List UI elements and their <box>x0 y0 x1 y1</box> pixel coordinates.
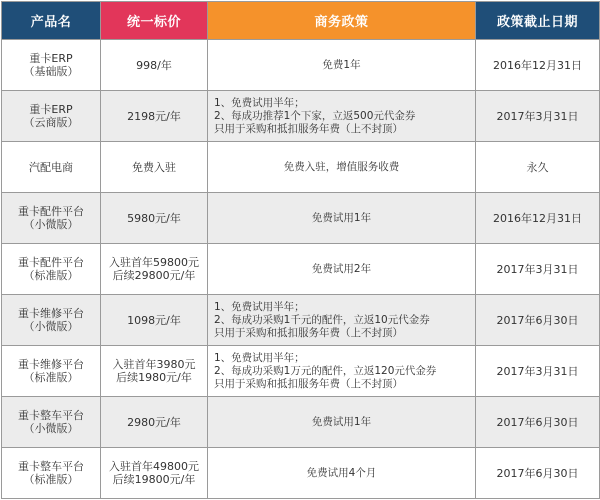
table-header <box>2 2 600 40</box>
unified-price-cell-line: 2198元/年 <box>127 109 181 123</box>
unified-price-cell <box>101 91 208 142</box>
unified-price-cell-line: 2980元/年 <box>127 415 181 429</box>
product-name-cell-line: 汽配电商 <box>29 160 73 174</box>
product-name-cell <box>2 346 101 397</box>
business-policy-cell-line: 2、每成功采购1千元的配件，立返10元代金券 <box>214 313 430 326</box>
product-name-cell-line: （标准版） <box>23 269 79 282</box>
business-policy-cell <box>208 295 476 346</box>
product-name-cell-line: 重卡整车平台 <box>18 409 84 422</box>
unified-price-cell <box>101 40 208 91</box>
product-name-cell <box>2 40 101 91</box>
unified-price-cell-line: 1098元/年 <box>127 313 181 327</box>
unified-price-cell-line: 免费入驻 <box>132 160 176 174</box>
product-name-cell <box>2 244 101 295</box>
table-row <box>2 346 600 397</box>
product-name-cell-line: （标准版） <box>23 473 79 486</box>
unified-price-cell <box>101 295 208 346</box>
unified-price-cell <box>101 244 208 295</box>
product-name-cell <box>2 193 101 244</box>
business-policy-cell-line: 只用于采购和抵扣服务年费（上不封顶） <box>214 122 403 135</box>
pricing-policy-table <box>1 1 600 499</box>
product-name-cell <box>2 91 101 142</box>
product-name-cell-line: 重卡整车平台 <box>18 460 84 473</box>
business-policy-cell-line: 免费试用1年 <box>311 211 372 224</box>
policy-deadline-cell: 2017年6月30日 <box>476 448 600 499</box>
policy-deadline-cell: 2017年3月31日 <box>476 346 600 397</box>
unified-price-cell-line: 后续19800元/年 <box>112 473 196 486</box>
business-policy-cell <box>208 448 476 499</box>
unified-price-cell-line: 后续29800元/年 <box>112 269 196 282</box>
business-policy-cell-line: 免费1年 <box>322 58 361 71</box>
policy-deadline-cell: 2016年12月31日 <box>476 40 600 91</box>
table-row <box>2 244 600 295</box>
table-row <box>2 40 600 91</box>
policy-deadline-cell: 2017年6月30日 <box>476 397 600 448</box>
business-policy-cell-line: 只用于采购和抵扣服务年费（上不封顶） <box>214 326 403 339</box>
business-policy-cell-line: 1、免费试用半年； <box>214 96 305 109</box>
policy-deadline-cell: 2017年6月30日 <box>476 295 600 346</box>
business-policy-cell <box>208 346 476 397</box>
header-product-name: 产品名 <box>2 2 101 40</box>
table-row <box>2 193 600 244</box>
product-name-cell-line: 重卡维修平台 <box>18 358 84 371</box>
business-policy-cell <box>208 193 476 244</box>
unified-price-cell <box>101 346 208 397</box>
table-row <box>2 91 600 142</box>
business-policy-cell <box>208 91 476 142</box>
product-name-cell-line: 重卡配件平台 <box>18 205 84 218</box>
product-name-cell <box>2 397 101 448</box>
product-name-cell-line: 重卡配件平台 <box>18 256 84 269</box>
business-policy-cell-line: 1、免费试用半年； <box>214 351 305 364</box>
unified-price-cell-line: 入驻首年3980元 <box>112 358 196 371</box>
table-row <box>2 295 600 346</box>
product-name-cell-line: 重卡ERP <box>29 103 73 116</box>
business-policy-cell <box>208 397 476 448</box>
table-row <box>2 448 600 499</box>
product-name-cell-line: （小微版） <box>23 422 79 435</box>
table-body <box>2 40 600 499</box>
header-policy-deadline: 政策截止日期 <box>476 2 600 40</box>
unified-price-cell <box>101 193 208 244</box>
product-name-cell-line: 重卡维修平台 <box>18 307 84 320</box>
product-name-cell <box>2 448 101 499</box>
policy-deadline-cell: 2017年3月31日 <box>476 91 600 142</box>
header-row <box>2 2 600 40</box>
policy-deadline-cell: 2016年12月31日 <box>476 193 600 244</box>
unified-price-cell-line: 998/年 <box>136 58 172 72</box>
unified-price-cell <box>101 397 208 448</box>
business-policy-cell-line: 2、每成功推荐1个下家，立返500元代金券 <box>214 109 416 122</box>
business-policy-cell <box>208 142 476 193</box>
business-policy-cell <box>208 40 476 91</box>
product-name-cell-line: 重卡ERP <box>29 52 73 65</box>
product-name-cell <box>2 295 101 346</box>
policy-deadline-cell: 永久 <box>476 142 600 193</box>
business-policy-cell-line: 免费试用1年 <box>311 415 372 428</box>
unified-price-cell-line: 入驻首年59800元 <box>109 256 199 269</box>
product-name-cell <box>2 142 101 193</box>
policy-deadline-cell: 2017年3月31日 <box>476 244 600 295</box>
business-policy-cell-line: 免费入驻，增值服务收费 <box>283 160 400 173</box>
product-name-cell-line: （标准版） <box>23 371 79 384</box>
unified-price-cell-line: 5980元/年 <box>127 211 181 225</box>
product-name-cell-line: （小微版） <box>23 320 79 333</box>
business-policy-cell-line: 免费试用2年 <box>311 262 372 275</box>
product-name-cell-line: （基础版） <box>23 65 79 78</box>
business-policy-cell-line: 2、每成功采购1万元的配件，立返120元代金券 <box>214 364 437 377</box>
product-name-cell-line: （小微版） <box>23 218 79 231</box>
product-name-cell-line: （云商版） <box>23 116 79 129</box>
business-policy-cell-line: 1、免费试用半年； <box>214 300 305 313</box>
business-policy-cell-line: 免费试用4个月 <box>306 466 377 479</box>
unified-price-cell <box>101 142 208 193</box>
header-business-policy: 商务政策 <box>208 2 476 40</box>
header-unified-price: 统一标价 <box>101 2 208 40</box>
unified-price-cell-line: 后续1980元/年 <box>116 371 192 384</box>
business-policy-cell-line: 只用于采购和抵扣服务年费（上不封顶） <box>214 377 403 390</box>
business-policy-cell <box>208 244 476 295</box>
table-row <box>2 142 600 193</box>
unified-price-cell <box>101 448 208 499</box>
table-row <box>2 397 600 448</box>
unified-price-cell-line: 入驻首年49800元 <box>109 460 199 473</box>
